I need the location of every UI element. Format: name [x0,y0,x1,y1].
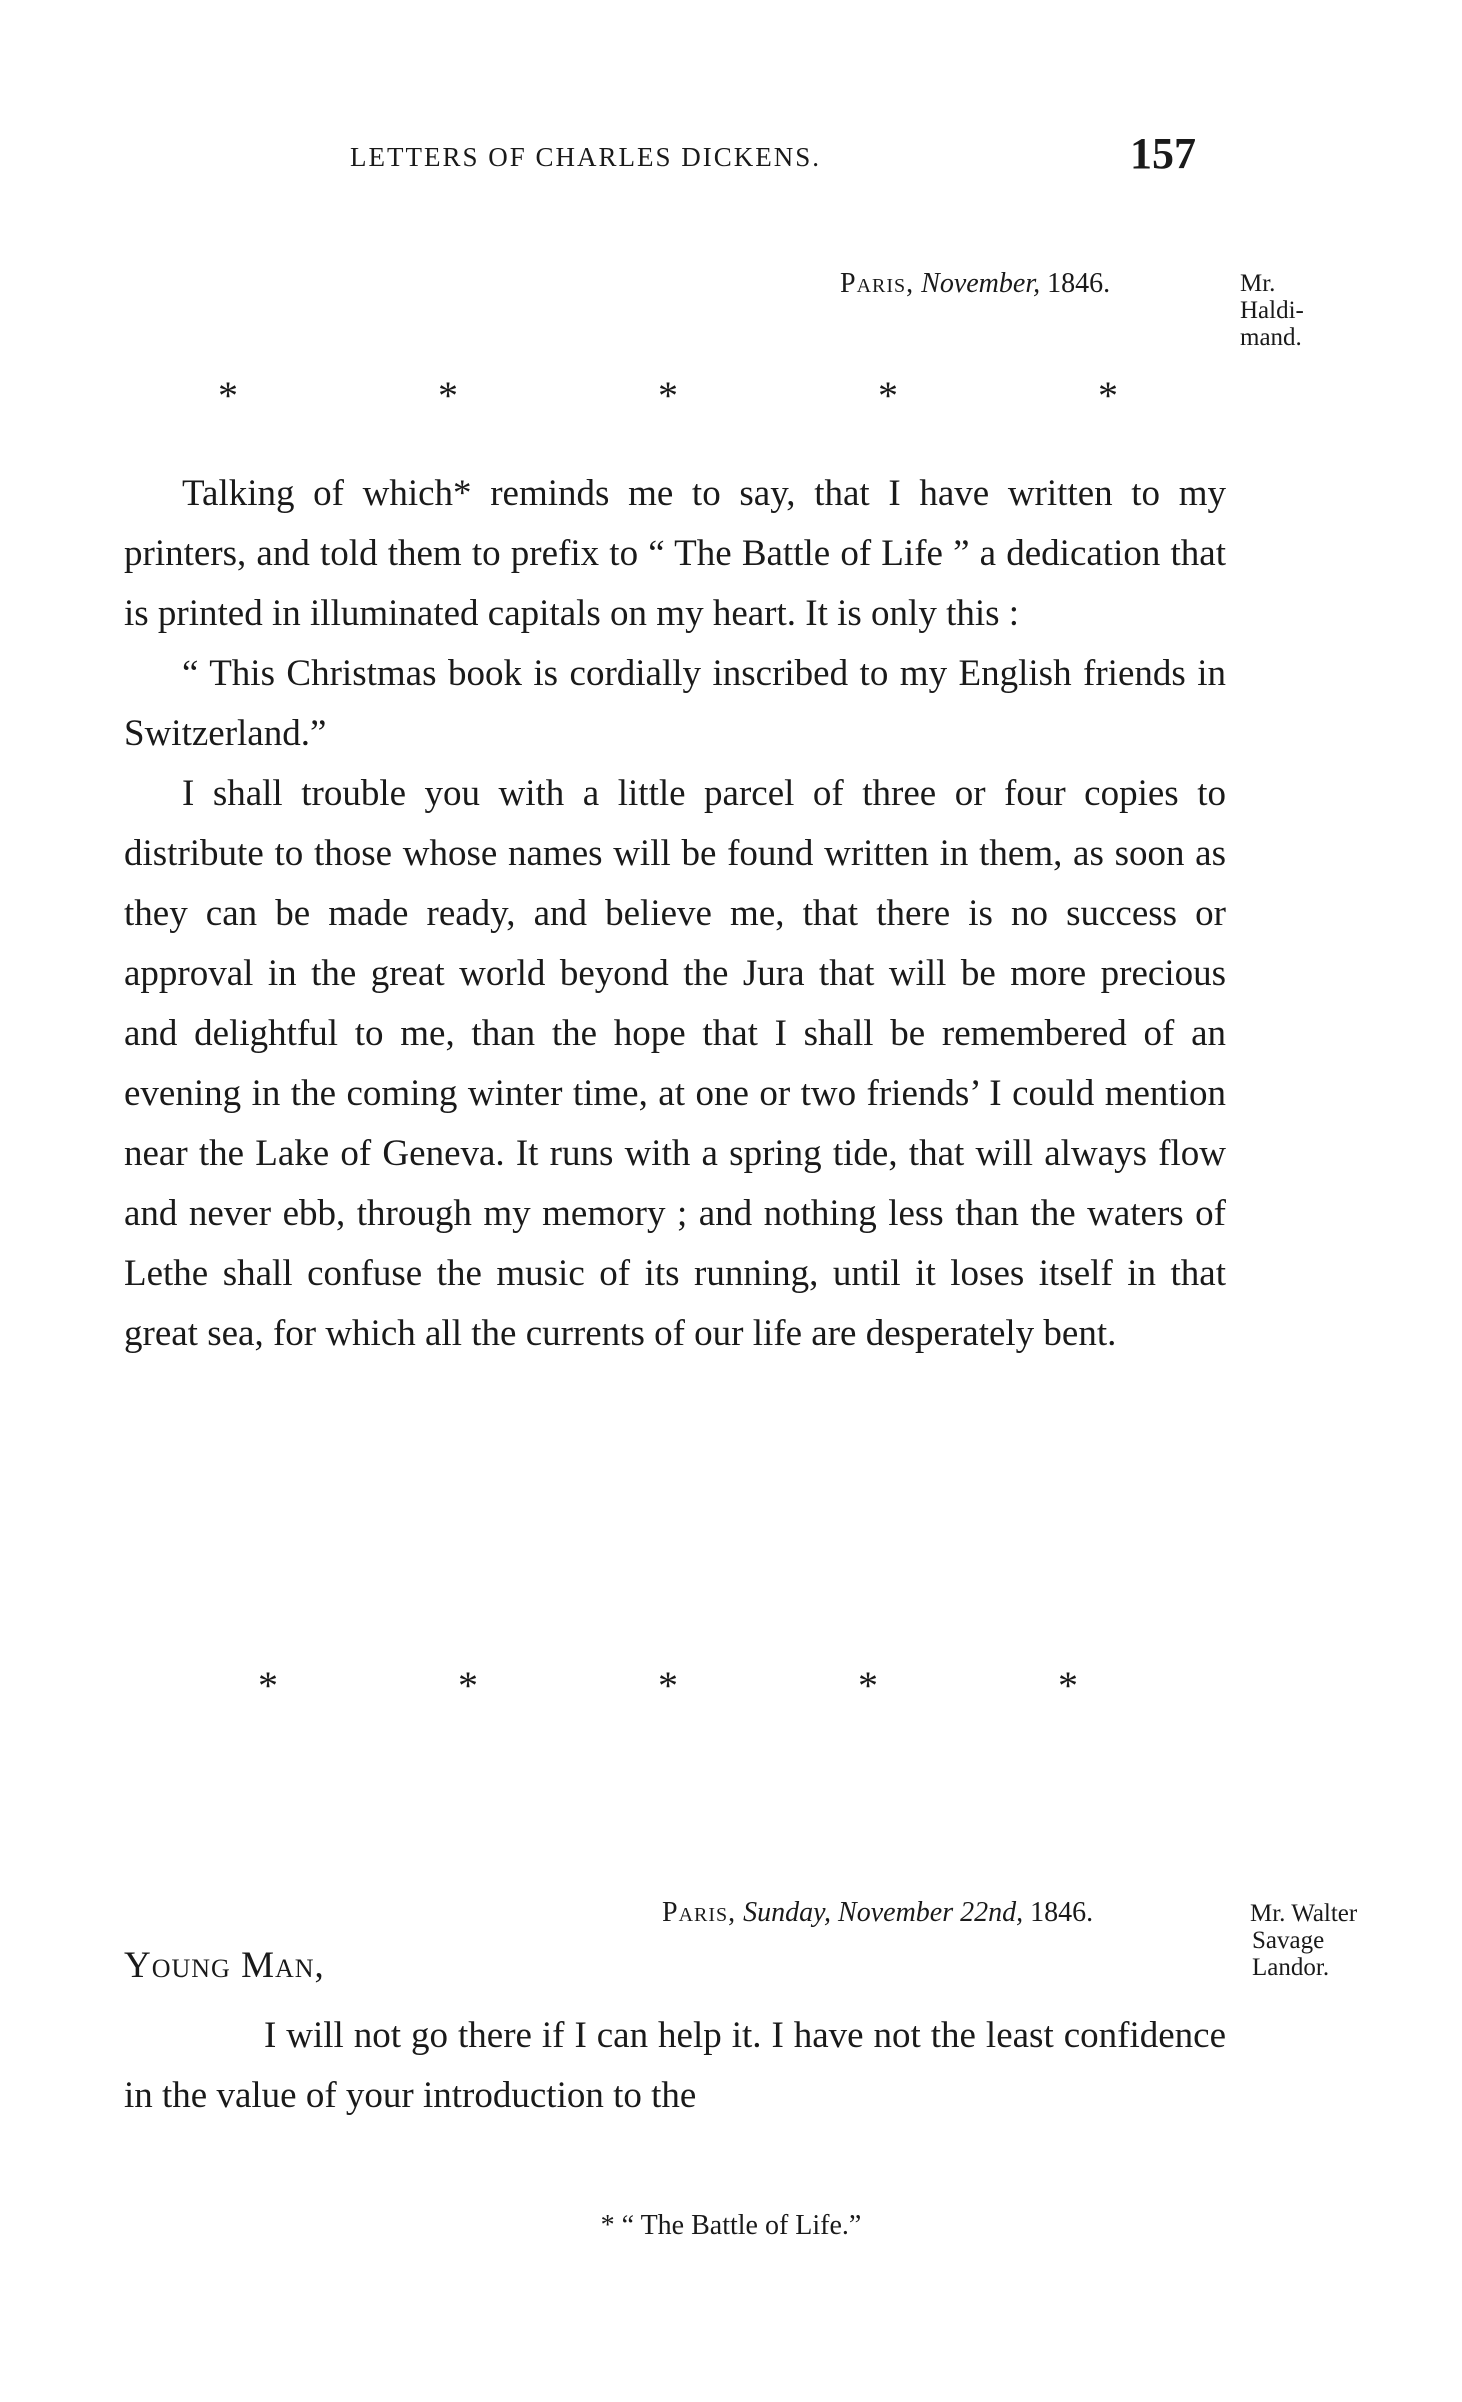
dateline-place: Paris, [840,268,915,299]
page-number: 157 [1130,129,1196,178]
recipient-line: Savage [1252,1927,1325,1954]
body-paragraph: I will not go there if I can help it. I have not the least confidence in the value of your introduction to the [124,2015,1226,2116]
letter1-dateline [840,268,1110,300]
letter2-body [124,2006,1226,2126]
recipient-line: Mr. [1240,270,1276,297]
letter1-body [124,464,1226,1364]
star: * [658,1663,678,1708]
footnote: * “ The Battle of Life.” [600,2210,862,2241]
star: * [438,373,458,418]
letter1-recipient-note [1240,270,1304,351]
recipient-line: Mr. Walter [1250,1900,1358,1927]
star: * [458,1663,478,1708]
star: * [1058,1663,1078,1708]
dateline-day: Sunday, [743,1897,832,1928]
body-paragraph: “ This Christmas book is cordially inscribed to my English friends in Switzerland.” [124,653,1226,754]
recipient-line: Haldi- [1240,297,1304,324]
recipient-line: mand. [1240,324,1302,351]
star: * [878,373,898,418]
letter2-dateline [662,1897,1093,1929]
recipient-line: Landor. [1252,1954,1330,1981]
running-title: LETTERS OF CHARLES DICKENS. [350,142,822,172]
ellipsis-stars-bottom [258,1662,1078,1709]
star: * [1098,373,1118,418]
star: * [218,373,238,418]
star: * [258,1663,278,1708]
dateline-place: Paris, [662,1897,737,1928]
body-paragraph: Talking of which* reminds me to say, that I have written to my printers, and told them to prefix to “ The Battle of Life ” a dedication that is printed in illuminated capitals on my heart. It is only this : [124,473,1226,634]
body-paragraph: I shall trouble you with a little parcel of three or four copies to distribute to those whose names will be found written in them, as soon as they can be made ready, and believe me, that there is no success or approval in the great world beyond the Jura that will be more precious and delightful to me, than the hope that I shall be remembered of an evening in the coming winter time, at one or two friends’ I could mention near the Lake of Geneva. It runs with a spring tide, that will always flow and never ebb, through my memory ; and nothing less than the waters of Lethe shall confuse the music of its running, until it loses itself in that great sea, for which all the currents of our life are desperately bent. [124,773,1226,1354]
star: * [658,373,678,418]
star: * [858,1663,878,1708]
letter2-recipient-note [1250,1900,1357,1981]
letter2-greeting: Young Man, [124,1945,325,1986]
ellipsis-stars-top [218,372,1118,419]
dateline-year: 1846. [1030,1897,1094,1928]
dateline-month: November 22nd, [838,1897,1024,1928]
dateline-month: November, [921,268,1041,299]
dateline-year: 1846. [1047,268,1111,299]
